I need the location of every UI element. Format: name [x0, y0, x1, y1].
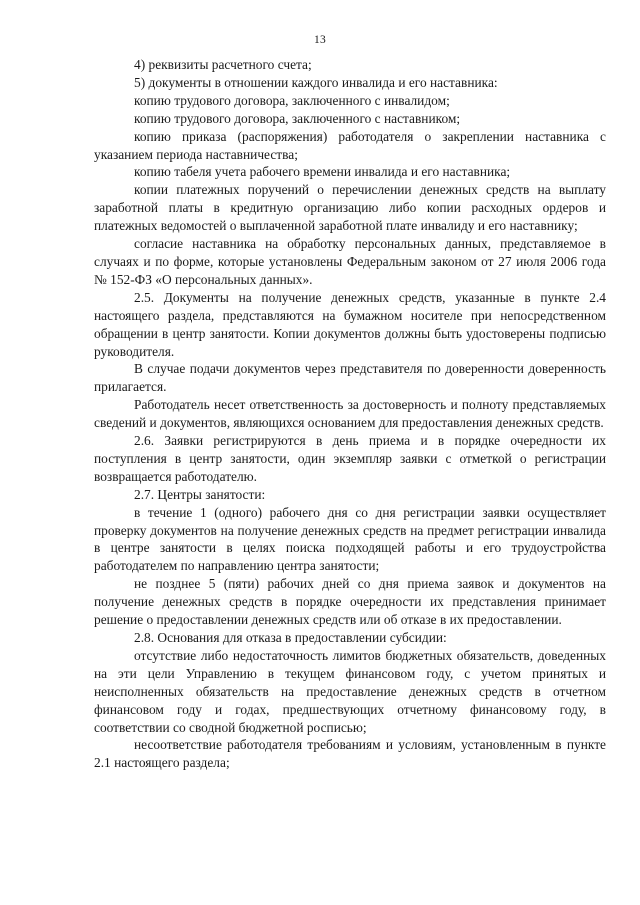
paragraph: 2.7. Центры занятости:: [134, 486, 266, 502]
paragraph: Работодатель несет ответственность за достоверность и полноту представляемых сведений и документов, являющихся основанием для предоставления денежных средств.: [94, 397, 606, 431]
paragraph: 2.5. Документы на получение денежных средств, указанные в пункте 2.4 настоящего раздела, представляются на бумажном носителе при непосредственном обращении в центр занятости. Копии документов должны быть удостоверены подписью руководителя.: [94, 289, 606, 359]
paragraph: в течение 1 (одного) рабочего дня со дня регистрации заявки осуществляет проверку документов на получение денежных средств на предмет регистрации инвалида в центре занятости в целях поиска подходящей работы и его трудоустройства работодателем по направлению центра занятости;: [94, 504, 606, 574]
paragraph: 2.6. Заявки регистрируются в день приема и в порядке очередности их поступления в центр занятости, один экземпляр заявки с отметкой о регистрации возвращается работодателю.: [94, 433, 606, 484]
paragraph: копию трудового договора, заключенного с инвалидом;: [134, 92, 450, 108]
paragraph: В случае подачи документов через представителя по доверенности доверенность прилагается.: [94, 361, 606, 395]
page-number: 13: [314, 34, 326, 46]
paragraph: согласие наставника на обработку персональных данных, представляемое в случаях и по форме, которые установлены Федеральным законом от 27 июля 2006 года № 152-ФЗ «О персональных данных».: [94, 236, 606, 287]
paragraph: 4) реквизиты расчетного счета;: [134, 57, 312, 72]
paragraph: несоответствие работодателя требованиям и условиям, установленным в пункте 2.1 настоящего раздела;: [94, 737, 606, 771]
paragraph: не позднее 5 (пяти) рабочих дней со дня приема заявок и документов на получение денежных средств в порядке очередности их представления принимает решение о предоставлении денежных средств или об отказе в их предоставлении.: [94, 576, 606, 628]
document-body: [94, 56, 606, 772]
paragraph: 2.8. Основания для отказа в предоставлении субсидии:: [134, 630, 447, 645]
paragraph: копию трудового договора, заключенного с наставником;: [134, 110, 461, 126]
paragraph: копию приказа (распоряжения) работодателя о закреплении наставника с указанием периода наставничества;: [94, 128, 606, 162]
paragraph: отсутствие либо недостаточность лимитов бюджетных обязательств, доведенных на эти цели Управлению в текущем финансовом году, с учетом принятых и неисполненных обязательств на предоставление денежных средств в отчетном финансовом году и годах, предшествующих отчетному финансовому году, в соответствии со сводной бюджетной росписью;: [94, 647, 606, 735]
paragraph: 5) документы в отношении каждого инвалида и его наставника:: [134, 74, 498, 90]
paragraph: копию табеля учета рабочего времени инвалида и его наставника;: [134, 164, 511, 180]
paragraph: копии платежных поручений о перечислении денежных средств на выплату заработной платы в кредитную организацию либо копии расходных ордеров и платежных ведомостей о выплаченной заработной плате инвалиду и его наставнику;: [94, 182, 606, 234]
